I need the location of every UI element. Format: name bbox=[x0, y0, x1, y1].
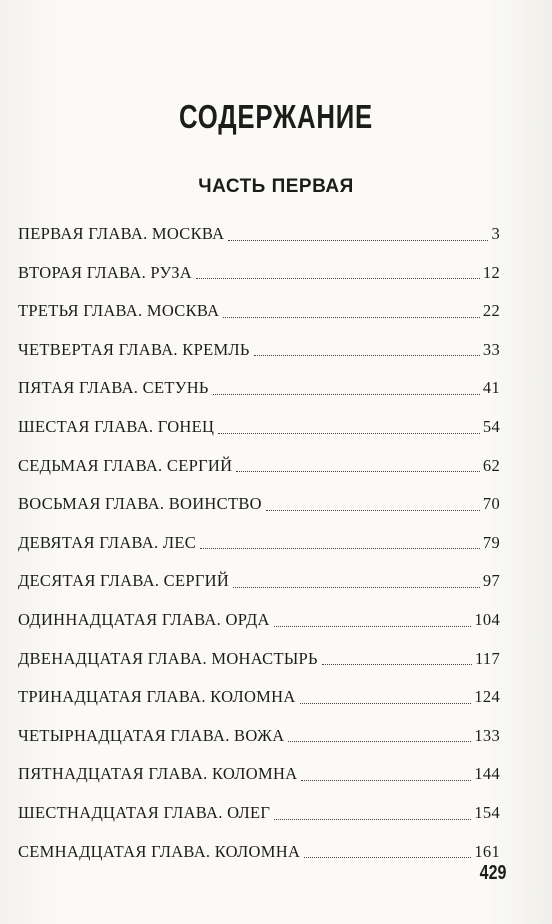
toc-chapter-title: ЧЕТВЕРТАЯ ГЛАВА. КРЕМЛЬ bbox=[18, 339, 250, 359]
toc-page-number: 124 bbox=[474, 687, 500, 707]
toc-page-number: 144 bbox=[474, 764, 500, 784]
dot-leader bbox=[274, 819, 471, 820]
toc-entry bbox=[18, 669, 500, 708]
toc-chapter-title: ПЕРВАЯ ГЛАВА. МОСКВА bbox=[18, 224, 225, 244]
toc-chapter-title: ВТОРАЯ ГЛАВА. РУЗА bbox=[18, 262, 193, 282]
dot-leader bbox=[322, 664, 472, 665]
toc-entry bbox=[18, 322, 500, 361]
dot-leader bbox=[223, 317, 480, 318]
toc-chapter-title: СЕМНАДЦАТАЯ ГЛАВА. КОЛОМНА bbox=[18, 841, 301, 861]
toc-page-number: 3 bbox=[491, 224, 500, 244]
toc-chapter-title: ШЕСТНАДЦАТАЯ ГЛАВА. ОЛЕГ bbox=[18, 803, 271, 822]
toc-page-number: 54 bbox=[482, 417, 500, 437]
toc-page-number: 161 bbox=[474, 841, 500, 861]
dot-leader bbox=[228, 240, 488, 241]
dot-leader bbox=[200, 548, 480, 549]
toc-entry bbox=[18, 245, 500, 284]
toc-page-number: 62 bbox=[482, 455, 500, 475]
toc-page-number: 70 bbox=[482, 494, 500, 514]
toc-entry bbox=[18, 283, 500, 322]
dot-leader bbox=[196, 278, 480, 279]
toc-page-number: 117 bbox=[474, 648, 500, 668]
toc-entry bbox=[18, 746, 500, 785]
toc-page-number: 104 bbox=[474, 610, 500, 630]
dot-leader bbox=[274, 626, 472, 627]
dot-leader bbox=[236, 471, 480, 472]
toc-chapter-title: ШЕСТАЯ ГЛАВА. ГОНЕЦ bbox=[18, 417, 215, 437]
toc-entry bbox=[18, 399, 500, 438]
toc-chapter-title: ВОСЬМАЯ ГЛАВА. ВОИНСТВО bbox=[18, 494, 262, 514]
dot-leader bbox=[304, 857, 471, 858]
toc-entry bbox=[18, 438, 500, 477]
toc-entry bbox=[18, 515, 500, 554]
table-of-contents bbox=[18, 206, 500, 862]
toc-chapter-title: ПЯТНАДЦАТАЯ ГЛАВА. КОЛОМНА bbox=[18, 764, 298, 784]
dot-leader bbox=[254, 355, 480, 356]
toc-chapter-title: ТРЕТЬЯ ГЛАВА. МОСКВА bbox=[18, 301, 220, 321]
dot-leader bbox=[213, 394, 480, 395]
toc-entry bbox=[18, 824, 500, 863]
toc-page-number: 33 bbox=[482, 339, 500, 359]
toc-chapter-title: ПЯТАЯ ГЛАВА. СЕТУНЬ bbox=[18, 378, 209, 398]
toc-page-number: 133 bbox=[474, 725, 500, 745]
toc-chapter-title: ДЕСЯТАЯ ГЛАВА. СЕРГИЙ bbox=[18, 571, 230, 591]
toc-entry bbox=[18, 476, 500, 515]
toc-page-number: 41 bbox=[482, 378, 500, 398]
toc-entry bbox=[18, 708, 500, 747]
toc-entry bbox=[18, 360, 500, 399]
toc-entry bbox=[18, 553, 500, 592]
dot-leader bbox=[266, 510, 480, 511]
dot-leader bbox=[301, 780, 471, 781]
toc-chapter-title: ДВЕНАДЦАТАЯ ГЛАВА. МОНАСТЫРЬ bbox=[18, 648, 318, 668]
toc-entry bbox=[18, 206, 500, 245]
toc-page-number: 12 bbox=[482, 262, 500, 282]
toc-entry bbox=[18, 785, 500, 824]
dot-leader bbox=[288, 741, 471, 742]
toc-entry bbox=[18, 592, 500, 631]
part-heading: ЧАСТЬ ПЕРВАЯ bbox=[198, 176, 354, 197]
toc-chapter-title: ОДИННАДЦАТАЯ ГЛАВА. ОРДА bbox=[18, 610, 270, 630]
toc-chapter-title: ЧЕТЫРНАДЦАТАЯ ГЛАВА. ВОЖА bbox=[18, 725, 285, 745]
toc-chapter-title: ДЕВЯТАЯ ГЛАВА. ЛЕС bbox=[18, 532, 197, 552]
toc-page-number: 97 bbox=[482, 571, 500, 591]
page-title: СОДЕРЖАНИЕ bbox=[179, 98, 373, 136]
toc-entry bbox=[18, 631, 500, 670]
dot-leader bbox=[300, 703, 472, 704]
page-number: 429 bbox=[479, 862, 506, 884]
toc-chapter-title: ТРИНАДЦАТАЯ ГЛАВА. КОЛОМНА bbox=[18, 687, 296, 707]
dot-leader bbox=[218, 433, 480, 434]
toc-page-number: 79 bbox=[482, 532, 500, 552]
toc-chapter-title: СЕДЬМАЯ ГЛАВА. СЕРГИЙ bbox=[18, 455, 233, 475]
toc-page-number: 22 bbox=[482, 301, 500, 321]
dot-leader bbox=[233, 587, 480, 588]
toc-page-number: 154 bbox=[474, 803, 500, 822]
